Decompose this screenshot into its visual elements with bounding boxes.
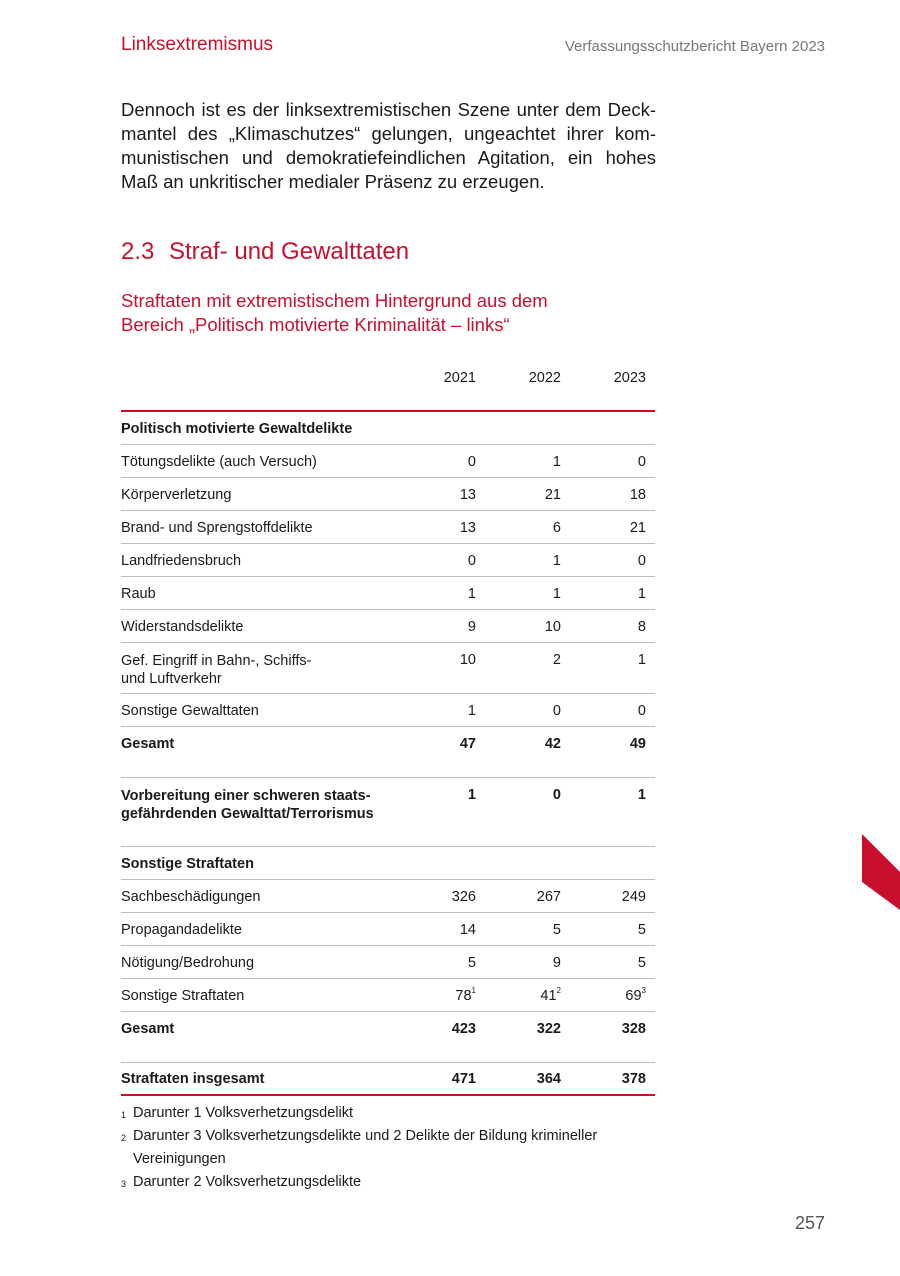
cell-value: [416, 988, 476, 1004]
cell-number: 78: [455, 988, 472, 1004]
row-label: Raub: [121, 586, 156, 602]
cell-value: 10: [459, 652, 476, 668]
cell-value: 423: [451, 1021, 476, 1037]
cell-value: 21: [629, 520, 646, 536]
footnote-ref: 2: [556, 986, 561, 995]
table-row: [121, 544, 655, 577]
footnotes: [121, 1102, 641, 1194]
cell-value: 1: [637, 787, 646, 803]
cell-value: 14: [459, 922, 476, 938]
row-label: Körperverletzung: [121, 487, 232, 503]
row-label: [121, 787, 374, 823]
table-row: [121, 694, 655, 727]
year-header: 2021: [443, 370, 476, 386]
cell-value: 5: [637, 955, 646, 971]
footnote-text: Darunter 1 Volksverhetzungsdelikt: [133, 1105, 354, 1121]
row-label: Sonstige Straftaten: [121, 988, 245, 1004]
group-heading-other: [121, 847, 655, 880]
cell-value: 1: [552, 454, 561, 470]
cell-value: 1: [552, 586, 561, 602]
cell-value: 47: [459, 736, 476, 752]
table-row: [121, 445, 655, 478]
cell-value: 1: [467, 787, 476, 803]
footnote: [121, 1102, 641, 1125]
cell-value: 9: [467, 619, 476, 635]
group-heading-violent: [121, 412, 655, 445]
cell-value: 13: [459, 520, 476, 536]
row-label: Gesamt: [121, 736, 175, 752]
cell-value: 1: [552, 553, 561, 569]
row-label: Propagandadelikte: [121, 922, 242, 938]
cell-value: 0: [467, 553, 476, 569]
cell-value: 0: [637, 454, 646, 470]
cell-value: [586, 988, 646, 1004]
footnote-text: Darunter 2 Volksverhetzungsdelikte: [133, 1174, 362, 1190]
table-row: [121, 478, 655, 511]
year-header: 2023: [613, 370, 646, 386]
cell-value: 49: [629, 736, 646, 752]
row-label: Politisch motivierte Gewaltdelikte: [121, 421, 353, 437]
table-title-line: Bereich „Politisch motivierte Kriminalität – links“: [121, 314, 510, 335]
cell-value: 5: [467, 955, 476, 971]
cell-value: 42: [544, 736, 561, 752]
row-label: Landfriedensbruch: [121, 553, 242, 569]
section-title: Straf- und Gewalttaten: [169, 238, 410, 265]
footnote-ref: 1: [471, 986, 476, 995]
crime-statistics-table: [121, 368, 655, 1096]
row-label: Nötigung/Bedrohung: [121, 955, 255, 971]
cell-value: 1: [637, 586, 646, 602]
table-row: [121, 643, 655, 694]
terror-row: [121, 778, 655, 847]
cell-value: 328: [621, 1021, 646, 1037]
cell-value: 10: [544, 619, 561, 635]
row-label-line: gefährdenden Gewalttat/Terrorismus: [121, 806, 374, 822]
subtotal-row: [121, 727, 655, 777]
intro-paragraph: Dennoch ist es der linksextremistischen Szene unter dem Deckmantel des „Klimaschutzes“ gelungen, ungeachtet ihrer kommunistischen und demokratiefeindlichen Agitation, ein hohes Maß an unkritischer medialer Präsenz zu erzeugen.: [121, 99, 656, 192]
cell-value: 5: [637, 922, 646, 938]
cell-value: 21: [544, 487, 561, 503]
cell-value: 0: [467, 454, 476, 470]
section-heading: [121, 238, 409, 266]
cell-value: 2: [552, 652, 561, 668]
chapter-tab-marker: [862, 834, 900, 910]
table-row: [121, 880, 655, 913]
cell-value: 326: [451, 889, 476, 905]
cell-value: 5: [552, 922, 561, 938]
cell-value: [501, 988, 561, 1004]
section-number: 2.3: [121, 238, 155, 265]
table-row: [121, 946, 655, 979]
row-label: Gesamt: [121, 1021, 175, 1037]
table-row: [121, 979, 655, 1012]
footnote: [121, 1171, 641, 1194]
table-title: [121, 289, 661, 337]
row-label-line: Gef. Eingriff in Bahn-, Schiffs-: [121, 653, 312, 669]
cell-number: 41: [540, 988, 557, 1004]
cell-value: 1: [467, 586, 476, 602]
cell-value: 6: [552, 520, 561, 536]
cell-value: 1: [467, 703, 476, 719]
table-row: [121, 610, 655, 643]
subtotal-row: [121, 1012, 655, 1062]
cell-value: 0: [637, 553, 646, 569]
footnote-mark: 2: [121, 1133, 127, 1143]
row-label-line: und Luftverkehr: [121, 671, 222, 687]
row-label: Sachbeschädigungen: [121, 889, 261, 905]
cell-value: 18: [629, 487, 646, 503]
table-bottom-rule: [121, 1094, 655, 1096]
cell-value: 13: [459, 487, 476, 503]
year-header-row: [121, 368, 655, 410]
row-label-line: Vorbereitung einer schweren staats-: [121, 788, 371, 804]
cell-value: 322: [536, 1021, 561, 1037]
footnote-mark: 3: [121, 1179, 127, 1189]
table-title-line: Straftaten mit extremistischem Hintergrund aus dem: [121, 290, 548, 311]
cell-value: 0: [552, 703, 561, 719]
table-row: [121, 577, 655, 610]
row-label: Tötungsdelikte (auch Versuch): [121, 454, 317, 470]
cell-value: 267: [536, 889, 561, 905]
cell-value: 9: [552, 955, 561, 971]
cell-value: 471: [451, 1071, 476, 1087]
row-label: Widerstandsdelikte: [121, 619, 244, 635]
cell-number: 69: [625, 988, 642, 1004]
table-row: [121, 511, 655, 544]
row-label: Sonstige Gewalttaten: [121, 703, 259, 719]
cell-value: 364: [536, 1071, 561, 1087]
row-label: Sonstige Straftaten: [121, 856, 254, 872]
cell-value: 378: [621, 1071, 646, 1087]
cell-value: 8: [637, 619, 646, 635]
cell-value: 0: [637, 703, 646, 719]
chapter-title: Linksextremismus: [121, 34, 274, 55]
footnote-ref: 3: [641, 986, 646, 995]
row-label: Straftaten insgesamt: [121, 1071, 265, 1087]
cell-value: 249: [621, 889, 646, 905]
footnote-text: Darunter 3 Volksverhetzungsdelikte und 2 Delikte der Bildung krimineller Vereinigungen: [133, 1128, 598, 1167]
footnote-mark: 1: [121, 1110, 127, 1120]
report-title: Verfassungsschutzbericht Bayern 2023: [564, 38, 825, 55]
row-label: Brand- und Sprengstoffdelikte: [121, 520, 313, 536]
table-row: [121, 913, 655, 946]
year-header: 2022: [528, 370, 561, 386]
grand-total-row: [121, 1063, 655, 1094]
footnote: [121, 1125, 641, 1171]
cell-value: 1: [637, 652, 646, 668]
page-number: 257: [794, 1213, 825, 1233]
row-label: [121, 652, 311, 688]
cell-value: 0: [552, 787, 561, 803]
